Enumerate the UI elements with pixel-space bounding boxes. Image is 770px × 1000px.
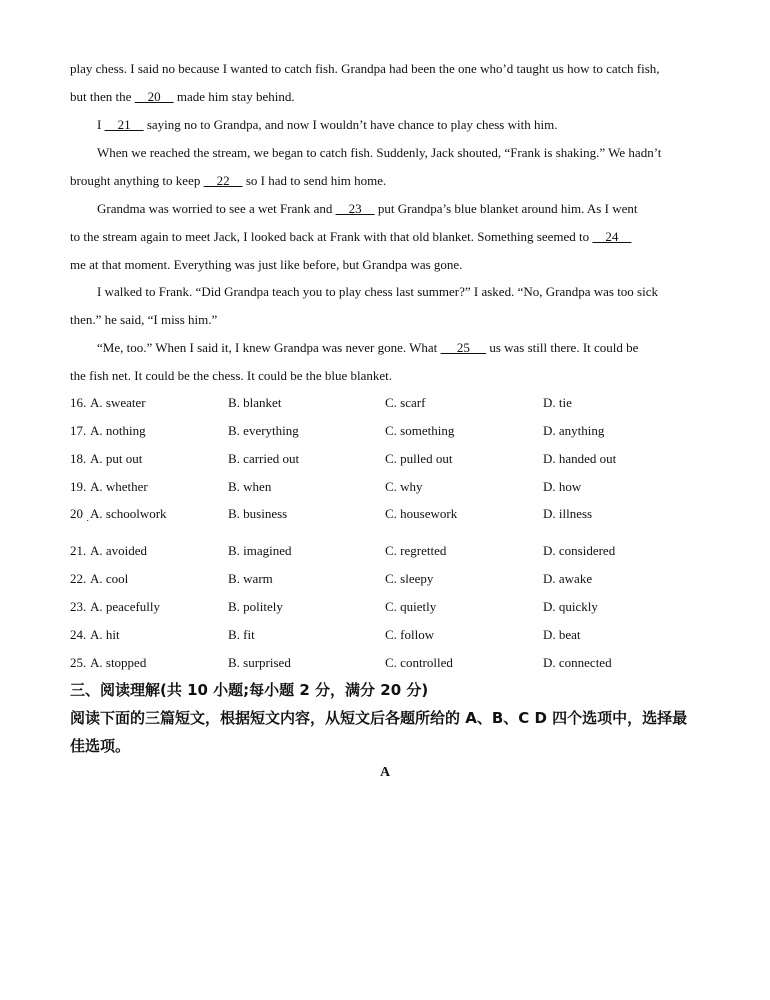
option-d: D. quickly: [543, 599, 598, 614]
option-a: A. peacefully: [90, 599, 161, 614]
option-a: A. avoided: [90, 543, 148, 558]
option-a: A. cool: [90, 571, 129, 586]
option-b: B. politely: [228, 599, 283, 614]
blank-21: 21: [104, 117, 144, 132]
option-c: C. quietly: [385, 599, 437, 614]
blank-22: 22: [203, 173, 243, 188]
question-number: 19.: [70, 479, 87, 494]
passage-line-8: me at that moment. Everything was just like before, but Grandpa was gone.: [70, 257, 463, 272]
option-c: C. regretted: [385, 543, 447, 558]
passage-text: Grandma was worried to see a wet Frank and: [97, 201, 336, 216]
option-a: A. whether: [90, 479, 148, 494]
option-b: B. business: [228, 506, 288, 521]
stray-dot: ˙: [86, 519, 90, 530]
passage-text: but then the: [70, 89, 135, 104]
passage-text: put Grandpa’s blue blanket around him. As I went: [374, 201, 638, 216]
question-number: 16.: [70, 395, 87, 410]
question-number: 18.: [70, 451, 87, 466]
question-number: 24.: [70, 627, 87, 642]
passage-text: saying no to Grandpa, and now I wouldn’t have chance to play chess with him.: [143, 117, 558, 132]
option-d: D. considered: [543, 543, 616, 558]
blank-24: 24: [592, 229, 632, 244]
option-d: D. illness: [543, 506, 593, 521]
option-d: D. handed out: [543, 451, 617, 466]
option-d: D. anything: [543, 423, 605, 438]
section-heading: 三、阅读理解(共 10 小题;每小题 2 分，满分 20 分): [70, 681, 429, 699]
question-number: 25.: [70, 655, 87, 670]
blank-25: 25: [440, 340, 487, 355]
option-a: A. sweater: [90, 395, 146, 410]
passage-line-2: [70, 89, 295, 105]
passage-line-3: [97, 117, 557, 133]
passage-line-6: [97, 201, 637, 217]
question-number: 22.: [70, 571, 87, 586]
passage-text: so I had to send him home.: [242, 173, 387, 188]
option-b: B. warm: [228, 571, 273, 586]
section-instruction-cont: 佳选项。: [70, 737, 131, 755]
passage-text: to the stream again to meet Jack, I looked back at Frank with that old blanket. Something seemed to: [70, 229, 593, 244]
passage-line-11: [97, 340, 638, 356]
passage-label: A: [379, 765, 391, 780]
question-number: 21.: [70, 543, 87, 558]
passage-text: made him stay behind.: [173, 89, 295, 104]
question-number: 17.: [70, 423, 87, 438]
question-number: 23.: [70, 599, 87, 614]
option-a: A. stopped: [90, 655, 147, 670]
passage-line-12: the fish net. It could be the chess. It could be the blue blanket.: [70, 368, 393, 383]
passage-text: “Me, too.” When I said it, I knew Grandpa was never gone. What: [97, 340, 441, 355]
option-c: C. scarf: [385, 395, 426, 410]
passage-line-7: [70, 229, 631, 245]
passage-line-10: then.” he said, “I miss him.”: [70, 312, 218, 327]
passage-text: us was still there. It could be: [486, 340, 639, 355]
option-d: D. connected: [543, 655, 612, 670]
option-c: C. housework: [385, 506, 458, 521]
blank-23: 23: [335, 201, 375, 216]
passage-line-4: When we reached the stream, we began to catch fish. Suddenly, Jack shouted, “Frank is shaking.” We hadn’t: [97, 145, 662, 160]
option-c: C. follow: [385, 627, 435, 642]
option-a: A. put out: [90, 451, 143, 466]
option-c: C. why: [385, 479, 423, 494]
section-instruction: 阅读下面的三篇短文，根据短文内容，从短文后各题所给的 A、B、C D 四个选项中，选择最: [70, 709, 688, 727]
option-c: C. pulled out: [385, 451, 453, 466]
option-b: B. imagined: [228, 543, 292, 558]
option-d: D. awake: [543, 571, 593, 586]
option-a: A. schoolwork: [90, 506, 167, 521]
option-b: B. carried out: [228, 451, 300, 466]
option-d: D. tie: [543, 395, 572, 410]
passage-text: brought anything to keep: [70, 173, 204, 188]
option-d: D. how: [543, 479, 582, 494]
passage-text: I: [97, 117, 105, 132]
option-a: A. hit: [90, 627, 120, 642]
option-c: C. sleepy: [385, 571, 434, 586]
option-b: B. surprised: [228, 655, 291, 670]
option-c: C. controlled: [385, 655, 453, 670]
option-a: A. nothing: [90, 423, 146, 438]
option-b: B. when: [228, 479, 272, 494]
passage-line-1: play chess. I said no because I wanted to catch fish. Grandpa had been the one who’d taught us how to catch fish,: [70, 61, 660, 76]
passage-line-5: [70, 173, 386, 189]
option-b: B. fit: [228, 627, 255, 642]
blank-20: 20: [134, 89, 174, 104]
question-number: 20: [70, 506, 83, 521]
option-d: D. beat: [543, 627, 581, 642]
option-c: C. something: [385, 423, 455, 438]
option-b: B. everything: [228, 423, 299, 438]
passage-line-9: I walked to Frank. “Did Grandpa teach you to play chess last summer?” I asked. “No, Grandpa was too sick: [97, 284, 658, 299]
option-b: B. blanket: [228, 395, 282, 410]
